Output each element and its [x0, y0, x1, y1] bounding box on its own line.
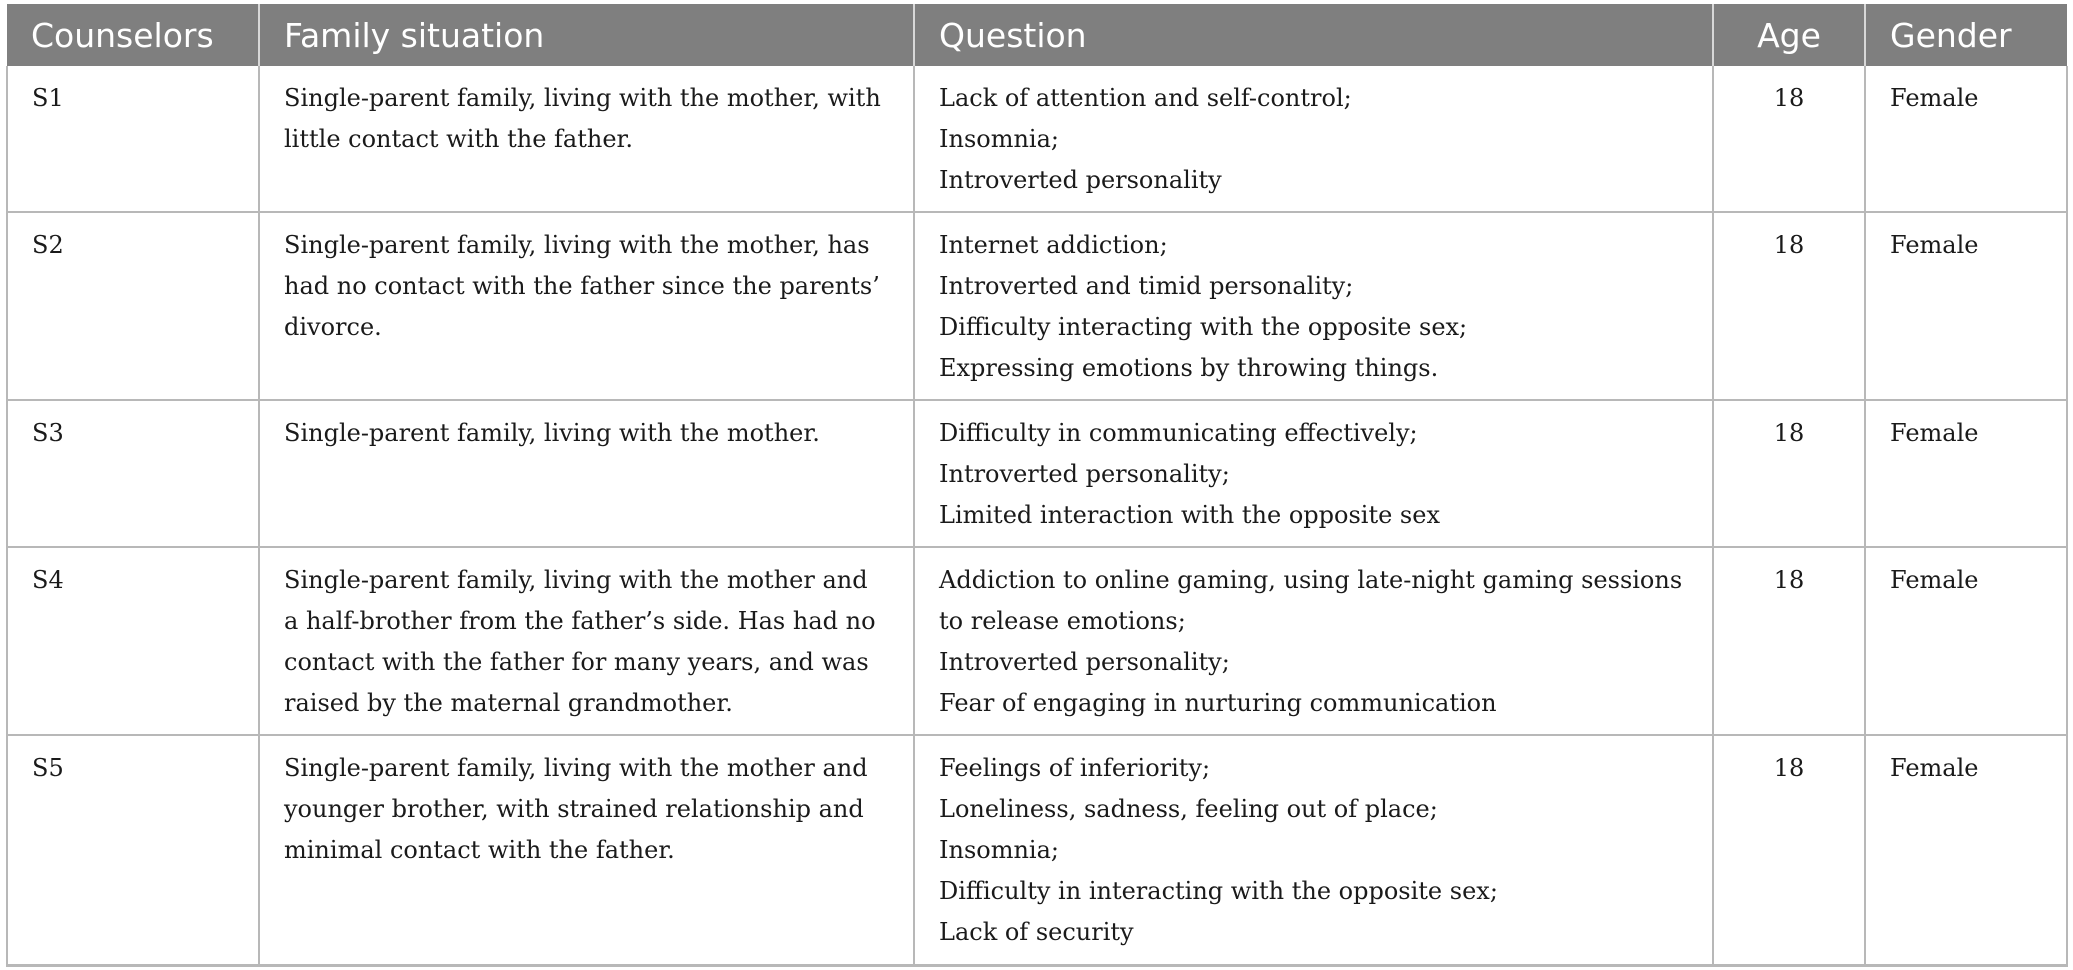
cell-gender: Female	[1865, 735, 2067, 966]
cell-question	[914, 547, 1713, 735]
question-line: Difficulty in interacting with the opposite sex;	[939, 877, 1498, 905]
question-line: Introverted personality;	[939, 460, 1230, 488]
question-line: Lack of security	[939, 918, 1134, 946]
counselor-table	[6, 4, 2068, 967]
cell-family-situation: Single-parent family, living with the mother.	[259, 400, 914, 547]
table-row	[7, 400, 2067, 547]
question-line: Feelings of inferiority;	[939, 754, 1211, 782]
cell-age: 18	[1713, 735, 1865, 966]
cell-age: 18	[1713, 400, 1865, 547]
cell-counselor: S5	[7, 735, 259, 966]
cell-age: 18	[1713, 66, 1865, 212]
cell-gender: Female	[1865, 400, 2067, 547]
question-line: Lack of attention and self-control;	[939, 84, 1352, 112]
header-family-situation: Family situation	[259, 4, 914, 66]
header-counselors: Counselors	[7, 4, 259, 66]
cell-counselor: S2	[7, 212, 259, 400]
cell-counselor: S1	[7, 66, 259, 212]
cell-age: 18	[1713, 547, 1865, 735]
table-header	[7, 4, 2067, 66]
cell-gender: Female	[1865, 547, 2067, 735]
cell-family-situation: Single-parent family, living with the mother, has had no contact with the father since the parents’ divorce.	[259, 212, 914, 400]
header-gender: Gender	[1865, 4, 2067, 66]
table-row	[7, 547, 2067, 735]
cell-counselor: S4	[7, 547, 259, 735]
cell-question	[914, 735, 1713, 966]
question-line: Insomnia;	[939, 836, 1059, 864]
cell-family-situation: Single-parent family, living with the mother and a half-brother from the father’s side. Has had no contact with the father for many years, and was raised by the maternal grandmother.	[259, 547, 914, 735]
question-line: Introverted personality	[939, 166, 1222, 194]
cell-age: 18	[1713, 212, 1865, 400]
question-line: Fear of engaging in nurturing communication	[939, 689, 1497, 717]
header-age: Age	[1713, 4, 1865, 66]
question-line: Loneliness, sadness, feeling out of place;	[939, 795, 1438, 823]
header-row	[7, 4, 2067, 66]
question-line: Expressing emotions by throwing things.	[939, 354, 1439, 382]
question-line: Insomnia;	[939, 125, 1059, 153]
question-line: Introverted and timid personality;	[939, 272, 1354, 300]
cell-question	[914, 400, 1713, 547]
cell-family-situation: Single-parent family, living with the mother, with little contact with the father.	[259, 66, 914, 212]
cell-counselor: S3	[7, 400, 259, 547]
counselor-table-container	[6, 4, 2066, 967]
question-line: Introverted personality;	[939, 648, 1230, 676]
cell-question	[914, 66, 1713, 212]
question-line: Limited interaction with the opposite sex	[939, 501, 1440, 529]
question-line: Addiction to online gaming, using late-night gaming sessions to release emotions;	[939, 566, 1683, 635]
table-body	[7, 66, 2067, 966]
question-line: Difficulty in communicating effectively;	[939, 419, 1418, 447]
question-line: Internet addiction;	[939, 231, 1168, 259]
table-row	[7, 212, 2067, 400]
table-row	[7, 66, 2067, 212]
cell-gender: Female	[1865, 212, 2067, 400]
question-line: Difficulty interacting with the opposite sex;	[939, 313, 1468, 341]
table-row	[7, 735, 2067, 966]
header-question: Question	[914, 4, 1713, 66]
cell-gender: Female	[1865, 66, 2067, 212]
cell-family-situation: Single-parent family, living with the mother and younger brother, with strained relationship and minimal contact with the father.	[259, 735, 914, 966]
cell-question	[914, 212, 1713, 400]
